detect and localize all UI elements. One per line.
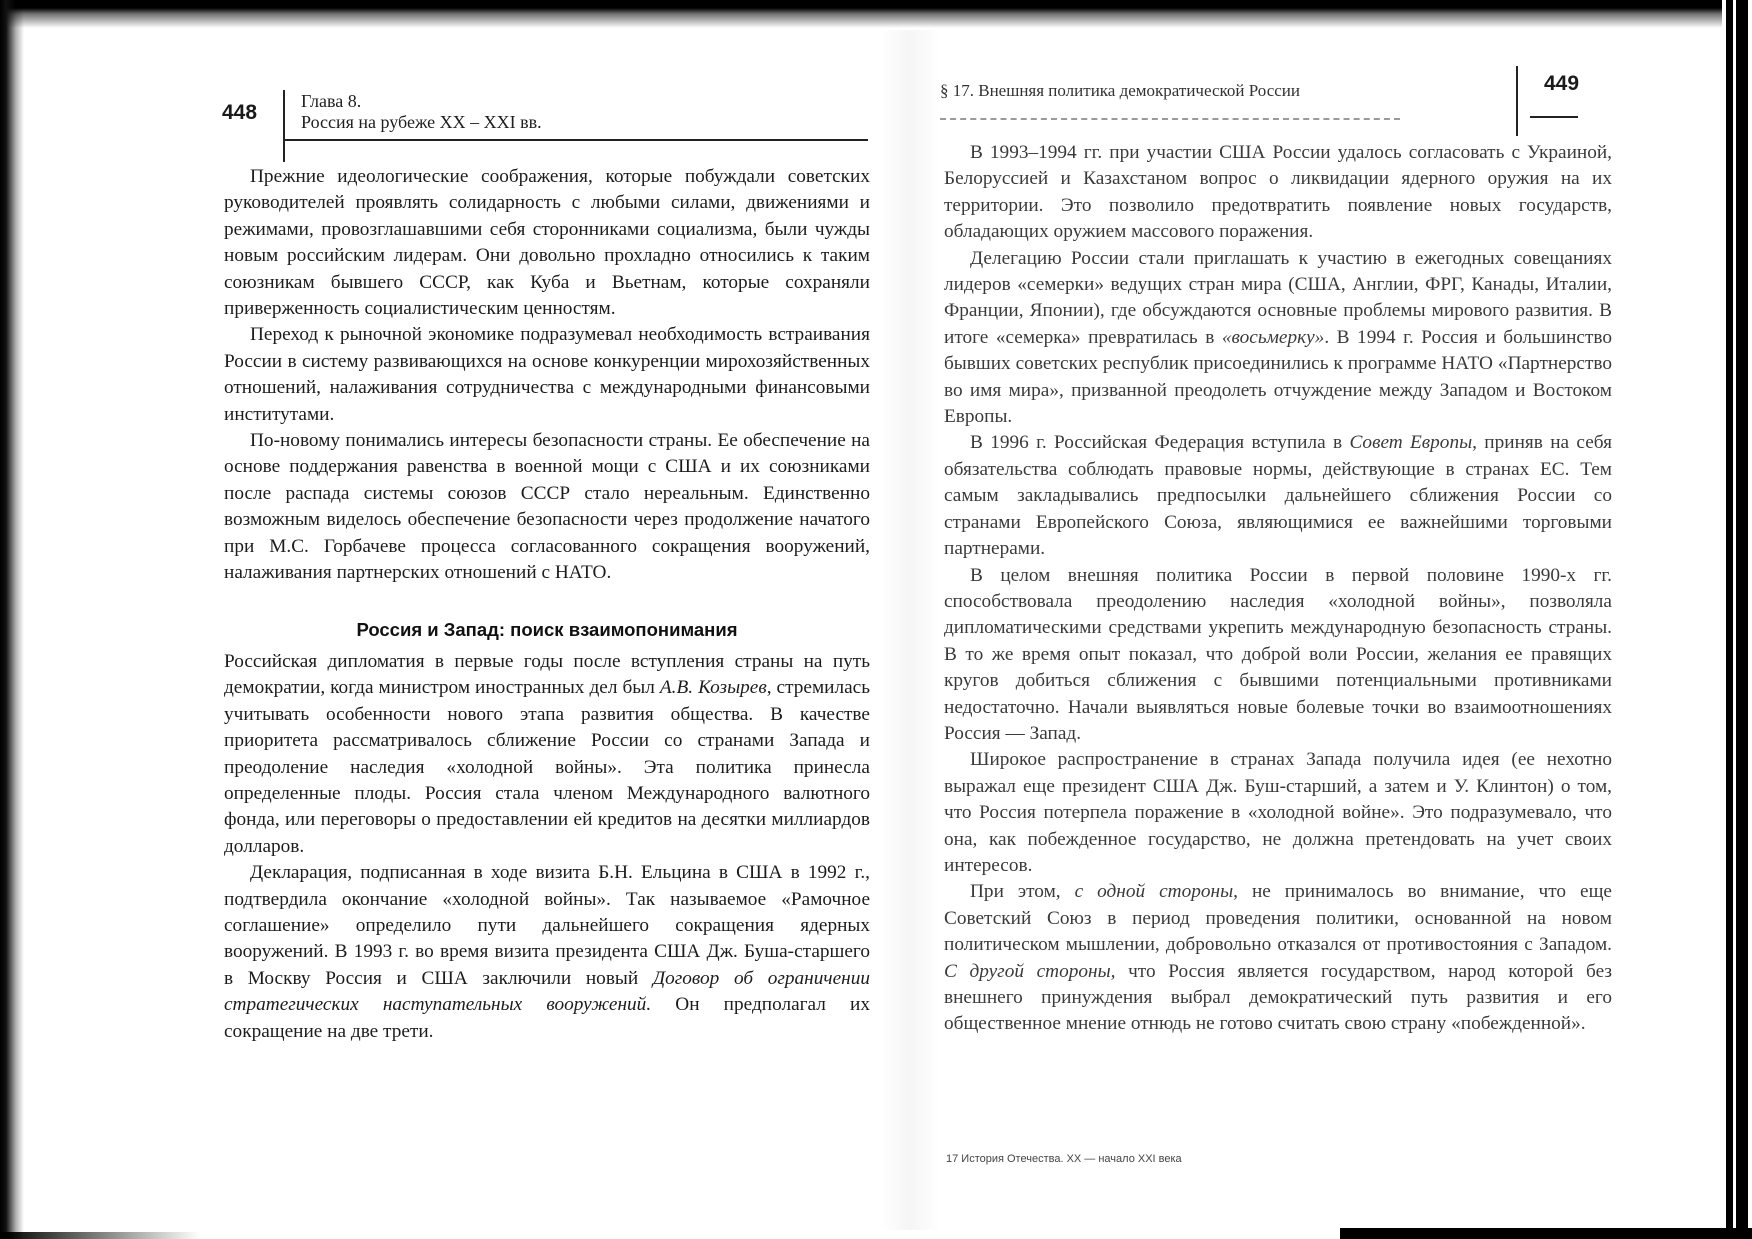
- paragraph: Переход к рыночной экономике подразумевал необходимость встраивания России в систему развивающихся на основе конкуренции мирохозяйственных отношений, налаживания сотрудничества с международными финансовыми институтами.: [224, 324, 870, 425]
- right-header-divider-vertical: [1516, 66, 1518, 136]
- signature-footer: 17 История Отечества. XX — начало XXI века: [946, 1153, 1182, 1165]
- paragraph: [224, 649, 870, 860]
- text-run: Российская дипломатия в первые годы после вступления страны на путь демократии, когда министром иностранных дел был: [224, 650, 870, 699]
- running-title: § 17. Внешняя политика демократической России: [940, 81, 1300, 100]
- chapter-number: Глава 8.: [301, 91, 362, 111]
- scan-edge-right: [1722, 0, 1752, 1239]
- person-name: А.В. Козырев: [659, 677, 767, 699]
- chapter-heading: [301, 91, 542, 133]
- text-run: что Россия является государством, народ которой без внешнего принуждения выбрал демократический путь развития и его общественное мнение отнюдь не готово считать свою страну «побежденной».: [944, 960, 1612, 1035]
- right-page-number: 449: [1544, 72, 1580, 95]
- right-page-body: [944, 140, 1612, 1038]
- text-run: Делегацию России стали приглашать к участию в ежегодных совещаниях лидеров «семерки» ведущих стран мира (США, Англии, ФРГ, Канады, Италии, Франции, Японии), где обсуждаются основные проблемы мирового развития. В итоге «семерка» превратилась в: [944, 247, 1612, 348]
- text-run: Он предполагал их сокращение на две трети.: [224, 994, 870, 1042]
- paragraph: В целом внешняя политика России в первой половине 1990-х гг. способствовала преодолению наследия «холодной войны», позволяла дипломатическими средствами укрепить международную безопасность страны. В то же время опыт показал, что доброй воли России, желания ее правящих кругов добиться сближения с бывшими потенциальными противниками недостаточно. Начали выявляться новые болевые точки во взаимоотношениях Россия — Запад.: [944, 564, 1612, 744]
- paragraph: [944, 430, 1612, 562]
- left-header-rule: [283, 139, 868, 141]
- right-header-number-rule: [1530, 116, 1578, 118]
- left-page-number: 448: [222, 101, 258, 124]
- treaty-name: Договор об ограничении стратегических наступательных вооружений.: [224, 967, 870, 1016]
- emphasis: с одной стороны: [1074, 881, 1234, 903]
- paragraph: Широкое распространение в странах Запада получила идея (ее нехотно выражал еще президент США Дж. Буш-старший, а затем и У. Клинтон) о том, что Россия потерпела поражение в «холодной войне». Это подразумевало, что она, как побежденное государство, не должна претендовать на учет своих интересов.: [944, 749, 1612, 876]
- paragraph: Прежние идеологические соображения, которые побуждали советских руководителей проявлять солидарность с любыми силами, движениями и режимами, провозглашавшими себя сторонниками социализма, были чужды новым российским лидерам. Они довольно прохладно относились к таким союзникам бывшего СССР, как Куба и Вьетнам, которые сохраняли приверженность социалистическим ценностям.: [224, 166, 870, 320]
- page-gutter-shadow: [880, 30, 940, 1230]
- scan-edge-bottom-left: [0, 1232, 200, 1239]
- paragraph: В 1993–1994 гг. при участии США России удалось согласовать с Украиной, Белоруссией и Казахстаном вопрос о ликвидации ядерного оружия на их территории. Это позволило предотвратить появление новых государств, обладающих оружием массового поражения.: [944, 142, 1612, 243]
- left-header-divider-vertical: [283, 90, 285, 162]
- section-title: Россия и Запад: поиск взаимопонимания: [356, 618, 738, 640]
- paragraph: [944, 879, 1612, 1037]
- paragraph: [224, 860, 870, 1045]
- emphasis: С другой стороны,: [944, 960, 1116, 982]
- emphasis: Совет Европы: [1349, 432, 1473, 454]
- text-run: При этом,: [970, 881, 1075, 903]
- text-run: В 1996 г. Российская Федерация вступила в: [970, 432, 1350, 454]
- paragraph: [944, 246, 1612, 431]
- scan-edge-top: [0, 0, 1752, 28]
- text-run: . В 1994 г. Россия и большинство бывших советских республик присоединились к программе НАТО «Партнерство во имя мира», призванной преодолеть отчуждение между Западом и Востоком Европы.: [944, 326, 1612, 428]
- text-run: , не принималось во внимание, что еще Советский Союз в период проведения политики, основанной на новом политическом мышлении, добровольно отказался от противостояния с Западом.: [944, 881, 1612, 956]
- right-header-rule: [940, 118, 1400, 121]
- text-run: Декларация, подписанная в ходе визита Б.Н. Ельцина в США в 1992 г., подтвердила окончание «холодной войны». Так называемое «Рамочное соглашение» определило пути дальнейшего сокращения ядерных вооружений. В 1993 г. во время визита президента США Дж. Буша-старшего в Москву Россия и США заключили новый: [224, 862, 870, 989]
- paragraph: По-новому понимались интересы безопасности страны. Ее обеспечение на основе поддержания равенства в военной мощи с США и их союзниками после распада системы союзов СССР стало нереальным. Единственно возможным виделось обеспечение безопасности через продолжение начатого при М.С. Горбачеве процесса согласованного сокращения вооружений, налаживания партнерских отношений с НАТО.: [224, 430, 870, 584]
- emphasis: «восьмерку»: [1221, 326, 1325, 348]
- text-run: , приняв на себя обязательства соблюдать правовые нормы, действующие в странах ЕС. Тем самым закладывались предпосылки дальнейшего сближения России со странами Европейского Союза, являющимися ее важнейшими торговыми партнерами.: [944, 432, 1612, 560]
- chapter-title: Россия на рубеже XX – XXI вв.: [301, 112, 542, 132]
- text-run: , стремилась учитывать особенности нового этапа развития общества. В качестве приоритета рассматривалось сближение России со странами Запада и преодоление наследия «холодной войны». Эта политика принесла определенные плоды. Россия стала членом Международного валютного фонда, или переговоры о предоставлении ей кредитов на десятки миллиардов долларов.: [224, 677, 871, 857]
- scan-edge-bottom: [1340, 1228, 1752, 1239]
- scan-edge-left: [0, 0, 24, 1239]
- left-page-body: [224, 164, 870, 1045]
